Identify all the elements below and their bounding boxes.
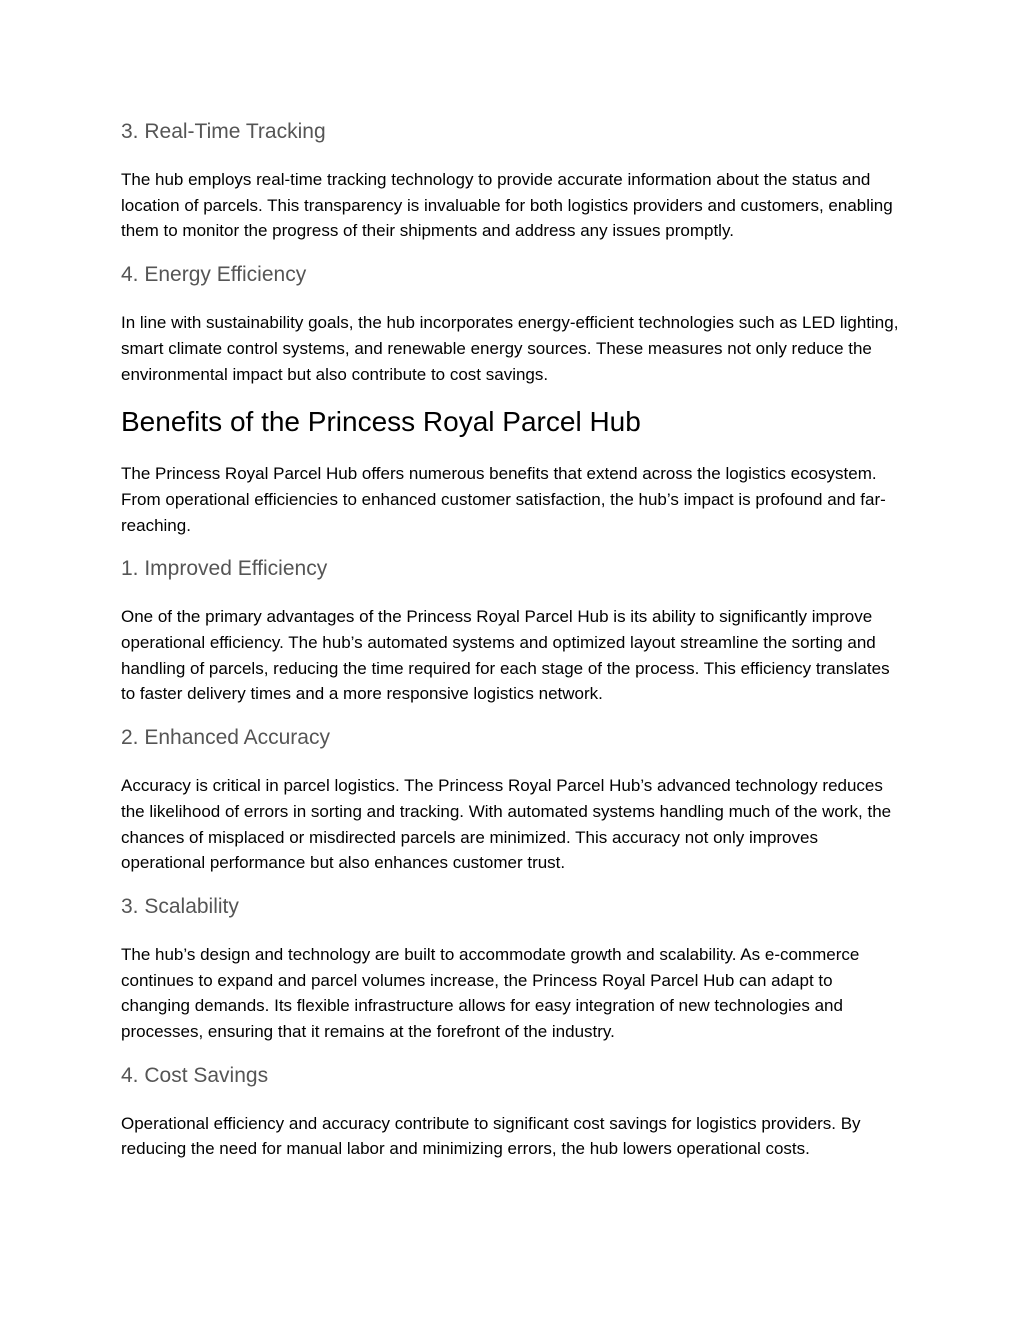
paragraph-real-time-tracking: The hub employs real-time tracking technology to provide accurate information about the status and location of parcels. This transparency is invaluable for both logistics providers and customers, enabling them to monitor the progress of their shipments and address any issues promptly. [121,170,893,241]
section-heading-improved-efficiency: 1. Improved Efficiency [121,557,328,581]
paragraph-cost-savings: Operational efficiency and accuracy contribute to significant cost savings for logistics providers. By reducing the need for manual labor and minimizing errors, the hub lowers operational costs. [121,1113,861,1159]
paragraph-scalability: The hub’s design and technology are built to accommodate growth and scalability. As e-commerce continues to expand and parcel volumes increase, the Princess Royal Parcel Hub can adapt to changing demands. Its flexible infrastructure allows for easy integration of new technologies and processes, ensuring that it remains at the forefront of the industry. [121,944,860,1042]
section-heading-real-time-tracking: 3. Real-Time Tracking [121,120,326,143]
paragraph-benefits-intro: The Princess Royal Parcel Hub offers numerous benefits that extend across the logistics ecosystem. From operational efficiencies to enhanced customer satisfaction, the hub’s impact is profound and far-reaching. [121,464,886,535]
section-heading-enhanced-accuracy: 2. Enhanced Accuracy [121,726,330,750]
main-heading-benefits: Benefits of the Princess Royal Parcel Hub [121,406,641,438]
paragraph-improved-efficiency: One of the primary advantages of the Princess Royal Parcel Hub is its ability to significantly improve operational efficiency. The hub’s automated systems and optimized layout streamline the sorting and handling of parcels, reducing the time required for each stage of the process. This efficiency translates to faster delivery times and a more responsive logistics network. [121,607,890,704]
section-heading-cost-savings: 4. Cost Savings [121,1063,269,1087]
paragraph-enhanced-accuracy: Accuracy is critical in parcel logistics. The Princess Royal Parcel Hub’s advanced technology reduces the likelihood of errors in sorting and tracking. With automated systems handling much of the work, the chances of misplaced or misdirected parcels are minimized. This accuracy not only improves operational performance but also enhances customer trust. [121,776,892,873]
section-heading-scalability: 3. Scalability [121,894,239,918]
paragraph-energy-efficiency: In line with sustainability goals, the hub incorporates energy-efficient technologies such as LED lighting, smart climate control systems, and renewable energy sources. These measures not only reduce the environmental impact but also contribute to cost savings. [121,313,899,384]
section-heading-energy-efficiency: 4. Energy Efficiency [121,263,307,287]
